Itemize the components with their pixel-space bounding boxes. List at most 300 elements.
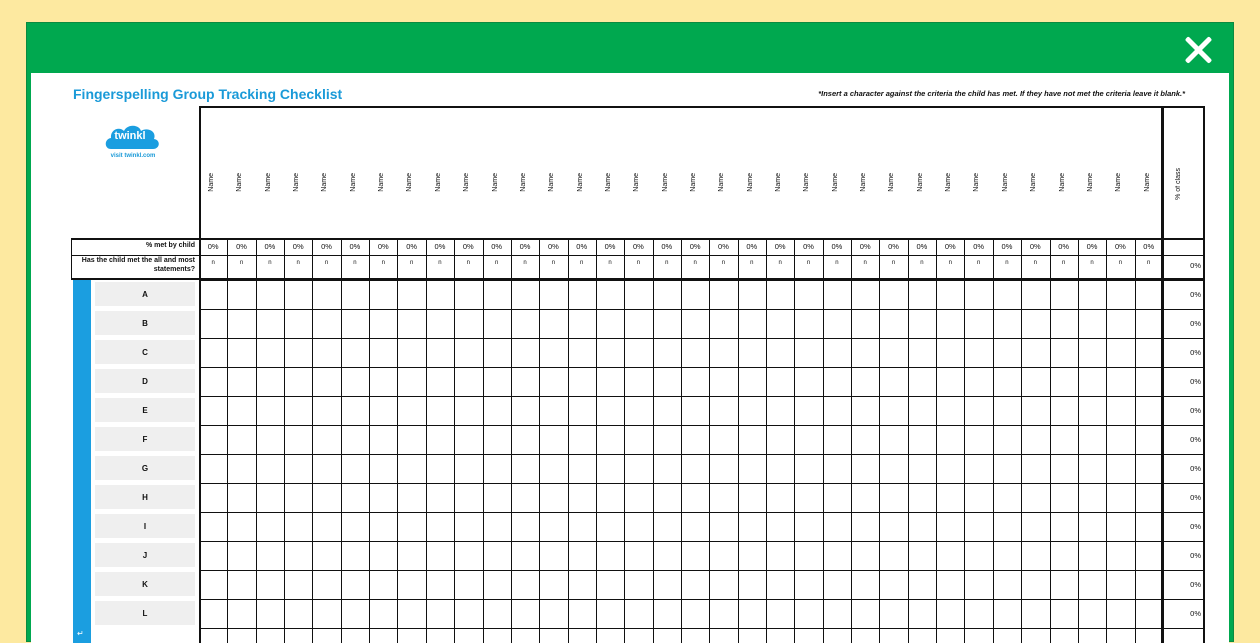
checklist-cell[interactable] [512, 281, 539, 309]
checklist-cell[interactable] [455, 426, 482, 454]
checklist-cell[interactable] [512, 426, 539, 454]
checklist-cell[interactable] [228, 397, 255, 425]
checklist-cell[interactable] [739, 339, 766, 367]
checklist-cell[interactable] [739, 455, 766, 483]
checklist-cell[interactable] [937, 571, 964, 599]
checklist-cell[interactable] [682, 571, 709, 599]
checklist-cell[interactable] [1107, 513, 1134, 541]
checklist-cell[interactable] [937, 310, 964, 338]
checklist-cell[interactable] [852, 339, 879, 367]
checklist-cell[interactable] [994, 513, 1021, 541]
checklist-cell[interactable] [739, 484, 766, 512]
checklist-cell[interactable] [228, 513, 255, 541]
checklist-cell[interactable] [200, 484, 227, 512]
close-icon[interactable] [1181, 33, 1215, 67]
checklist-cell[interactable] [682, 600, 709, 628]
checklist-cell[interactable] [597, 600, 624, 628]
checklist-cell[interactable] [1107, 368, 1134, 396]
checklist-cell[interactable] [342, 542, 369, 570]
checklist-cell[interactable] [710, 571, 737, 599]
checklist-cell[interactable] [880, 600, 907, 628]
checklist-cell[interactable] [313, 455, 340, 483]
checklist-cell[interactable] [540, 310, 567, 338]
checklist-cell[interactable] [1136, 542, 1163, 570]
checklist-cell[interactable] [427, 281, 454, 309]
checklist-cell[interactable] [654, 600, 681, 628]
checklist-cell[interactable] [1022, 397, 1049, 425]
checklist-cell[interactable] [484, 310, 511, 338]
checklist-cell[interactable] [455, 339, 482, 367]
checklist-cell[interactable] [1136, 513, 1163, 541]
checklist-cell[interactable] [484, 542, 511, 570]
checklist-cell[interactable] [880, 484, 907, 512]
checklist-cell[interactable] [200, 339, 227, 367]
checklist-cell[interactable] [965, 542, 992, 570]
checklist-cell[interactable] [767, 455, 794, 483]
checklist-cell[interactable] [370, 484, 397, 512]
checklist-cell[interactable] [824, 600, 851, 628]
checklist-cell[interactable] [682, 426, 709, 454]
checklist-cell[interactable] [512, 513, 539, 541]
checklist-cell[interactable] [1051, 310, 1078, 338]
checklist-cell[interactable] [1107, 281, 1134, 309]
checklist-cell[interactable] [540, 368, 567, 396]
checklist-cell[interactable] [512, 484, 539, 512]
checklist-cell[interactable] [1022, 571, 1049, 599]
checklist-cell[interactable] [880, 426, 907, 454]
checklist-cell[interactable] [1107, 455, 1134, 483]
checklist-cell[interactable] [540, 571, 567, 599]
checklist-cell[interactable] [965, 600, 992, 628]
checklist-cell[interactable] [540, 339, 567, 367]
checklist-cell[interactable] [484, 368, 511, 396]
checklist-cell[interactable] [1051, 600, 1078, 628]
checklist-cell[interactable] [710, 455, 737, 483]
checklist-cell[interactable] [739, 397, 766, 425]
checklist-cell[interactable] [710, 600, 737, 628]
checklist-cell[interactable] [739, 571, 766, 599]
checklist-cell[interactable] [257, 513, 284, 541]
checklist-cell[interactable] [370, 310, 397, 338]
checklist-cell[interactable] [540, 426, 567, 454]
checklist-cell[interactable] [1107, 571, 1134, 599]
checklist-cell[interactable] [540, 397, 567, 425]
checklist-cell[interactable] [654, 339, 681, 367]
checklist-cell[interactable] [484, 339, 511, 367]
checklist-cell[interactable] [994, 281, 1021, 309]
checklist-cell[interactable] [455, 571, 482, 599]
checklist-cell[interactable] [427, 310, 454, 338]
checklist-cell[interactable] [767, 484, 794, 512]
checklist-cell[interactable] [824, 455, 851, 483]
checklist-cell[interactable] [767, 571, 794, 599]
checklist-cell[interactable] [597, 281, 624, 309]
checklist-cell[interactable] [569, 339, 596, 367]
checklist-cell[interactable] [625, 281, 652, 309]
checklist-cell[interactable] [767, 600, 794, 628]
checklist-cell[interactable] [795, 571, 822, 599]
checklist-cell[interactable] [852, 571, 879, 599]
checklist-cell[interactable] [682, 281, 709, 309]
checklist-cell[interactable] [994, 397, 1021, 425]
checklist-cell[interactable] [625, 571, 652, 599]
checklist-cell[interactable] [937, 397, 964, 425]
checklist-cell[interactable] [342, 397, 369, 425]
checklist-cell[interactable] [1136, 571, 1163, 599]
checklist-cell[interactable] [398, 339, 425, 367]
checklist-cell[interactable] [1107, 600, 1134, 628]
checklist-cell[interactable] [880, 455, 907, 483]
checklist-cell[interactable] [994, 455, 1021, 483]
checklist-cell[interactable] [824, 513, 851, 541]
checklist-cell[interactable] [1107, 542, 1134, 570]
checklist-cell[interactable] [1022, 281, 1049, 309]
checklist-cell[interactable] [909, 542, 936, 570]
checklist-cell[interactable] [1079, 368, 1106, 396]
checklist-cell[interactable] [1107, 484, 1134, 512]
checklist-cell[interactable] [285, 455, 312, 483]
checklist-cell[interactable] [257, 484, 284, 512]
checklist-cell[interactable] [228, 426, 255, 454]
checklist-cell[interactable] [1136, 281, 1163, 309]
checklist-cell[interactable] [455, 600, 482, 628]
checklist-cell[interactable] [937, 368, 964, 396]
checklist-cell[interactable] [200, 426, 227, 454]
checklist-cell[interactable] [427, 455, 454, 483]
checklist-cell[interactable] [484, 455, 511, 483]
checklist-cell[interactable] [455, 281, 482, 309]
checklist-cell[interactable] [994, 310, 1021, 338]
checklist-cell[interactable] [1022, 310, 1049, 338]
checklist-cell[interactable] [852, 600, 879, 628]
checklist-cell[interactable] [200, 397, 227, 425]
checklist-cell[interactable] [427, 513, 454, 541]
checklist-cell[interactable] [767, 426, 794, 454]
checklist-cell[interactable] [1022, 339, 1049, 367]
checklist-cell[interactable] [625, 600, 652, 628]
checklist-cell[interactable] [427, 571, 454, 599]
checklist-cell[interactable] [427, 368, 454, 396]
checklist-cell[interactable] [1079, 310, 1106, 338]
checklist-cell[interactable] [654, 484, 681, 512]
checklist-cell[interactable] [710, 281, 737, 309]
checklist-cell[interactable] [597, 368, 624, 396]
checklist-cell[interactable] [1136, 484, 1163, 512]
checklist-cell[interactable] [625, 484, 652, 512]
checklist-cell[interactable] [767, 310, 794, 338]
checklist-cell[interactable] [909, 368, 936, 396]
checklist-cell[interactable] [795, 455, 822, 483]
checklist-cell[interactable] [257, 281, 284, 309]
checklist-cell[interactable] [937, 542, 964, 570]
checklist-cell[interactable] [880, 281, 907, 309]
checklist-cell[interactable] [569, 281, 596, 309]
checklist-cell[interactable] [540, 600, 567, 628]
checklist-cell[interactable] [1079, 484, 1106, 512]
checklist-cell[interactable] [1079, 542, 1106, 570]
checklist-cell[interactable] [1051, 542, 1078, 570]
checklist-cell[interactable] [909, 571, 936, 599]
checklist-cell[interactable] [1107, 339, 1134, 367]
checklist-cell[interactable] [880, 368, 907, 396]
checklist-cell[interactable] [852, 281, 879, 309]
checklist-cell[interactable] [710, 484, 737, 512]
checklist-cell[interactable] [1051, 455, 1078, 483]
checklist-cell[interactable] [569, 484, 596, 512]
checklist-cell[interactable] [569, 571, 596, 599]
checklist-cell[interactable] [1022, 542, 1049, 570]
checklist-cell[interactable] [540, 484, 567, 512]
checklist-cell[interactable] [540, 542, 567, 570]
checklist-cell[interactable] [257, 339, 284, 367]
checklist-cell[interactable] [852, 426, 879, 454]
checklist-cell[interactable] [1051, 281, 1078, 309]
checklist-cell[interactable] [1079, 455, 1106, 483]
checklist-cell[interactable] [257, 600, 284, 628]
checklist-cell[interactable] [1107, 310, 1134, 338]
checklist-cell[interactable] [370, 571, 397, 599]
checklist-cell[interactable] [965, 513, 992, 541]
checklist-cell[interactable] [795, 542, 822, 570]
checklist-cell[interactable] [455, 542, 482, 570]
checklist-cell[interactable] [398, 455, 425, 483]
checklist-cell[interactable] [285, 542, 312, 570]
checklist-cell[interactable] [484, 513, 511, 541]
checklist-cell[interactable] [1136, 455, 1163, 483]
checklist-cell[interactable] [654, 571, 681, 599]
checklist-cell[interactable] [370, 397, 397, 425]
checklist-cell[interactable] [1022, 426, 1049, 454]
checklist-cell[interactable] [455, 455, 482, 483]
checklist-cell[interactable] [710, 310, 737, 338]
checklist-cell[interactable] [455, 513, 482, 541]
checklist-cell[interactable] [313, 426, 340, 454]
checklist-cell[interactable] [597, 455, 624, 483]
checklist-cell[interactable] [569, 600, 596, 628]
checklist-cell[interactable] [455, 484, 482, 512]
checklist-cell[interactable] [370, 426, 397, 454]
checklist-cell[interactable] [909, 281, 936, 309]
checklist-cell[interactable] [427, 339, 454, 367]
checklist-cell[interactable] [1051, 484, 1078, 512]
checklist-cell[interactable] [398, 542, 425, 570]
checklist-cell[interactable] [228, 310, 255, 338]
checklist-cell[interactable] [625, 397, 652, 425]
checklist-cell[interactable] [965, 281, 992, 309]
checklist-cell[interactable] [767, 281, 794, 309]
checklist-cell[interactable] [228, 339, 255, 367]
checklist-cell[interactable] [569, 397, 596, 425]
checklist-cell[interactable] [455, 310, 482, 338]
checklist-cell[interactable] [228, 600, 255, 628]
checklist-cell[interactable] [654, 310, 681, 338]
checklist-cell[interactable] [710, 426, 737, 454]
checklist-cell[interactable] [597, 484, 624, 512]
checklist-cell[interactable] [370, 513, 397, 541]
checklist-cell[interactable] [228, 542, 255, 570]
checklist-cell[interactable] [824, 426, 851, 454]
checklist-cell[interactable] [795, 281, 822, 309]
checklist-cell[interactable] [200, 455, 227, 483]
checklist-cell[interactable] [994, 571, 1021, 599]
checklist-cell[interactable] [1051, 397, 1078, 425]
checklist-cell[interactable] [654, 368, 681, 396]
checklist-cell[interactable] [654, 542, 681, 570]
checklist-cell[interactable] [257, 397, 284, 425]
checklist-cell[interactable] [1051, 571, 1078, 599]
checklist-cell[interactable] [824, 397, 851, 425]
checklist-cell[interactable] [880, 571, 907, 599]
checklist-cell[interactable] [200, 571, 227, 599]
checklist-cell[interactable] [994, 484, 1021, 512]
checklist-cell[interactable] [824, 571, 851, 599]
checklist-cell[interactable] [682, 310, 709, 338]
checklist-cell[interactable] [1022, 368, 1049, 396]
checklist-cell[interactable] [682, 368, 709, 396]
checklist-cell[interactable] [342, 455, 369, 483]
checklist-cell[interactable] [313, 542, 340, 570]
checklist-cell[interactable] [597, 339, 624, 367]
checklist-cell[interactable] [370, 339, 397, 367]
checklist-cell[interactable] [654, 513, 681, 541]
checklist-cell[interactable] [342, 368, 369, 396]
checklist-cell[interactable] [342, 310, 369, 338]
checklist-cell[interactable] [597, 310, 624, 338]
checklist-cell[interactable] [852, 484, 879, 512]
checklist-cell[interactable] [597, 397, 624, 425]
checklist-cell[interactable] [824, 542, 851, 570]
checklist-cell[interactable] [625, 455, 652, 483]
checklist-cell[interactable] [767, 339, 794, 367]
checklist-cell[interactable] [710, 368, 737, 396]
checklist-cell[interactable] [512, 339, 539, 367]
checklist-cell[interactable] [313, 571, 340, 599]
checklist-cell[interactable] [682, 513, 709, 541]
checklist-cell[interactable] [569, 426, 596, 454]
checklist-cell[interactable] [285, 600, 312, 628]
checklist-cell[interactable] [880, 310, 907, 338]
checklist-cell[interactable] [1079, 426, 1106, 454]
checklist-cell[interactable] [1079, 600, 1106, 628]
checklist-cell[interactable] [540, 455, 567, 483]
checklist-cell[interactable] [795, 339, 822, 367]
checklist-cell[interactable] [909, 484, 936, 512]
checklist-cell[interactable] [682, 455, 709, 483]
checklist-cell[interactable] [1022, 455, 1049, 483]
checklist-cell[interactable] [285, 513, 312, 541]
checklist-cell[interactable] [852, 513, 879, 541]
checklist-cell[interactable] [824, 310, 851, 338]
checklist-cell[interactable] [342, 339, 369, 367]
checklist-cell[interactable] [427, 397, 454, 425]
checklist-cell[interactable] [512, 310, 539, 338]
checklist-cell[interactable] [1022, 484, 1049, 512]
checklist-cell[interactable] [994, 368, 1021, 396]
checklist-cell[interactable] [257, 455, 284, 483]
checklist-cell[interactable] [625, 426, 652, 454]
checklist-cell[interactable] [285, 368, 312, 396]
checklist-cell[interactable] [880, 513, 907, 541]
checklist-cell[interactable] [1079, 513, 1106, 541]
checklist-cell[interactable] [909, 426, 936, 454]
checklist-cell[interactable] [654, 397, 681, 425]
checklist-cell[interactable] [1051, 339, 1078, 367]
checklist-cell[interactable] [1136, 310, 1163, 338]
checklist-cell[interactable] [257, 542, 284, 570]
checklist-cell[interactable] [228, 484, 255, 512]
checklist-cell[interactable] [398, 281, 425, 309]
checklist-cell[interactable] [1051, 513, 1078, 541]
checklist-cell[interactable] [313, 484, 340, 512]
checklist-cell[interactable] [427, 542, 454, 570]
checklist-cell[interactable] [1079, 281, 1106, 309]
checklist-cell[interactable] [597, 542, 624, 570]
checklist-cell[interactable] [909, 339, 936, 367]
checklist-cell[interactable] [569, 455, 596, 483]
checklist-cell[interactable] [484, 397, 511, 425]
checklist-cell[interactable] [654, 426, 681, 454]
checklist-cell[interactable] [342, 426, 369, 454]
checklist-cell[interactable] [512, 368, 539, 396]
checklist-cell[interactable] [625, 368, 652, 396]
checklist-cell[interactable] [512, 455, 539, 483]
checklist-cell[interactable] [313, 339, 340, 367]
checklist-cell[interactable] [285, 397, 312, 425]
checklist-cell[interactable] [795, 368, 822, 396]
checklist-cell[interactable] [313, 513, 340, 541]
checklist-cell[interactable] [1136, 397, 1163, 425]
checklist-cell[interactable] [342, 513, 369, 541]
checklist-cell[interactable] [824, 484, 851, 512]
checklist-cell[interactable] [739, 513, 766, 541]
checklist-cell[interactable] [1136, 600, 1163, 628]
checklist-cell[interactable] [909, 310, 936, 338]
checklist-cell[interactable] [313, 368, 340, 396]
checklist-cell[interactable] [200, 513, 227, 541]
checklist-cell[interactable] [795, 484, 822, 512]
checklist-cell[interactable] [228, 368, 255, 396]
checklist-cell[interactable] [710, 513, 737, 541]
checklist-cell[interactable] [767, 513, 794, 541]
checklist-cell[interactable] [228, 281, 255, 309]
checklist-cell[interactable] [569, 310, 596, 338]
checklist-cell[interactable] [512, 397, 539, 425]
checklist-cell[interactable] [370, 455, 397, 483]
checklist-cell[interactable] [880, 339, 907, 367]
checklist-cell[interactable] [398, 368, 425, 396]
checklist-cell[interactable] [455, 397, 482, 425]
checklist-cell[interactable] [795, 600, 822, 628]
checklist-cell[interactable] [739, 368, 766, 396]
checklist-cell[interactable] [540, 513, 567, 541]
checklist-cell[interactable] [313, 600, 340, 628]
checklist-cell[interactable] [710, 397, 737, 425]
checklist-cell[interactable] [512, 571, 539, 599]
checklist-cell[interactable] [824, 281, 851, 309]
checklist-cell[interactable] [1022, 600, 1049, 628]
checklist-cell[interactable] [200, 542, 227, 570]
checklist-cell[interactable] [994, 600, 1021, 628]
checklist-cell[interactable] [257, 310, 284, 338]
checklist-cell[interactable] [739, 310, 766, 338]
checklist-cell[interactable] [739, 542, 766, 570]
checklist-cell[interactable] [824, 339, 851, 367]
checklist-cell[interactable] [285, 571, 312, 599]
checklist-cell[interactable] [342, 281, 369, 309]
checklist-cell[interactable] [994, 339, 1021, 367]
checklist-cell[interactable] [569, 542, 596, 570]
checklist-cell[interactable] [965, 426, 992, 454]
